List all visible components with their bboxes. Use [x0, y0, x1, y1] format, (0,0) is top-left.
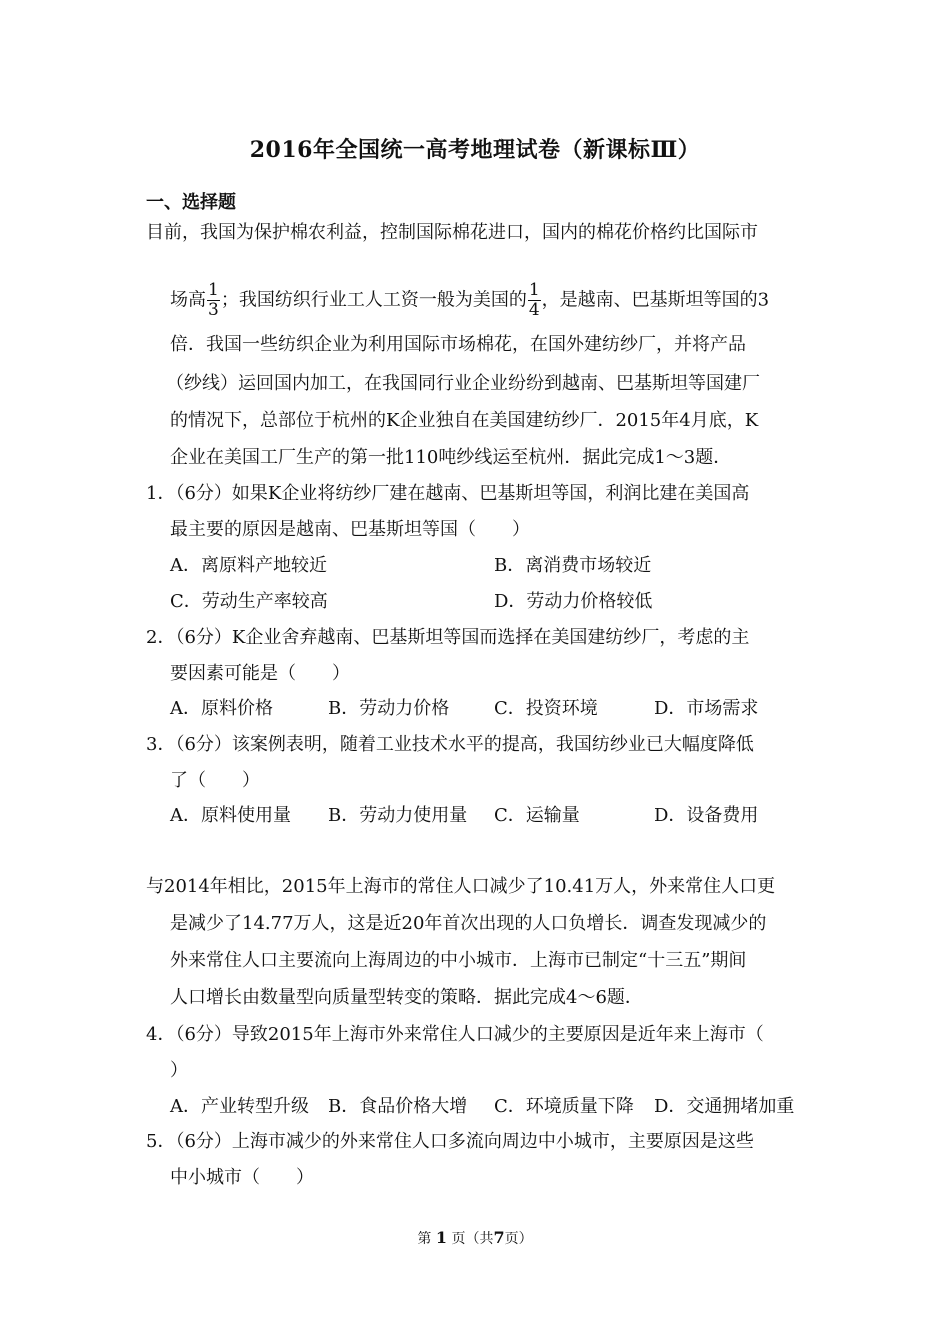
fraction-numerator: 1: [208, 280, 219, 300]
fraction-denominator: 3: [208, 300, 219, 320]
question1-option-c: C．劳动生产率较高: [170, 591, 328, 612]
passage1-line2-b: ；我国纺织行业工人工资一般为美国的: [220, 289, 527, 311]
footer-total-pages: 7: [493, 1228, 505, 1247]
passage1-line1: 目前，我国为保护棉农利益，控制国际棉花进口，国内的棉花价格约比国际市: [146, 222, 758, 243]
passage1-line3: 倍．我国一些纺织企业为利用国际市场棉花，在国外建纺纱厂，并将产品: [170, 334, 746, 355]
passage2-line2: 是减少了14.77万人，这是近20年首次出现的人口负增长．调查发现减少的: [170, 913, 767, 934]
passage1-line2: [170, 281, 769, 320]
question5-line1: 5．（6分）上海市减少的外来常住人口多流向周边中小城市，主要原因是这些: [146, 1131, 754, 1152]
question3-option-d: D．设备费用: [654, 805, 759, 826]
question3-option-c: C．运输量: [494, 805, 580, 826]
passage1-line6: 企业在美国工厂生产的第一批110吨纱线运至杭州．据此完成1～3题．: [170, 447, 732, 468]
question4-option-b: B．食品价格大增: [328, 1096, 468, 1117]
passage1-line5: 的情况下，总部位于杭州的K企业独自在美国建纺纱厂．2015年4月底，K: [170, 410, 759, 431]
question4-option-a: A．产业转型升级: [170, 1096, 309, 1117]
passage1-line2-c: ，是越南、巴基斯坦等国的3: [541, 289, 770, 311]
question3-option-b: B．劳动力使用量: [328, 805, 468, 826]
question1-option-d: D．劳动力价格较低: [494, 591, 653, 612]
passage1-line4: （纱线）运回国内加工，在我国同行业企业纷纷到越南、巴基斯坦等国建厂: [166, 373, 760, 394]
question4-option-c: C．环境质量下降: [494, 1096, 634, 1117]
section-heading: 一、选择题: [146, 192, 236, 213]
question4-line1: 4．（6分）导致2015年上海市外来常住人口减少的主要原因是近年来上海市（: [146, 1024, 764, 1045]
footer-prefix: 第: [417, 1231, 432, 1247]
question2-option-c: C．投资环境: [494, 698, 598, 719]
fraction-one-quarter: [528, 281, 541, 320]
question4-line2: ）: [170, 1060, 188, 1081]
question3-line1: 3．（6分）该案例表明，随着工业技术水平的提高，我国纺纱业已大幅度降低: [146, 734, 754, 755]
question2-line1: 2．（6分）K企业舍弃越南、巴基斯坦等国而选择在美国建纺纱厂，考虑的主: [146, 627, 750, 648]
fraction-one-third: [207, 281, 220, 320]
question2-option-b: B．劳动力价格: [328, 698, 450, 719]
passage2-line3: 外来常住人口主要流向上海周边的中小城市．上海市已制定“十三五”期间: [170, 950, 747, 971]
question1-option-b: B．离消费市场较近: [494, 555, 652, 576]
page-title: 2016年全国统一高考地理试卷（新课标Ⅲ）: [249, 137, 701, 163]
question1-line1: 1．（6分）如果K企业将纺纱厂建在越南、巴基斯坦等国，利润比建在美国高: [146, 483, 750, 504]
footer-middle: 页（共: [451, 1231, 494, 1247]
passage2-line1: 与2014年相比，2015年上海市的常住人口减少了10.41万人，外来常住人口更: [146, 876, 776, 897]
question4-option-d: D．交通拥堵加重: [654, 1096, 795, 1117]
question1-option-a: A．离原料产地较近: [170, 555, 327, 576]
question2-option-a: A．原料价格: [170, 698, 273, 719]
footer-suffix: 页）: [504, 1231, 533, 1247]
passage1-line2-a: 场高: [170, 289, 206, 311]
footer-page-number: 1: [435, 1228, 447, 1247]
question2-line2: 要因素可能是（ ）: [170, 663, 350, 684]
question1-line2: 最主要的原因是越南、巴基斯坦等国（ ）: [170, 519, 530, 540]
question5-line2: 中小城市（ ）: [170, 1167, 314, 1188]
page-footer: [0, 1228, 950, 1248]
fraction-denominator: 4: [528, 300, 540, 320]
fraction-numerator: 1: [528, 280, 540, 300]
question3-line2: 了（ ）: [170, 770, 260, 791]
question3-option-a: A．原料使用量: [170, 805, 291, 826]
question2-option-d: D．市场需求: [654, 698, 759, 719]
passage2-line4: 人口增长由数量型向质量型转变的策略．据此完成4～6题．: [170, 987, 643, 1008]
